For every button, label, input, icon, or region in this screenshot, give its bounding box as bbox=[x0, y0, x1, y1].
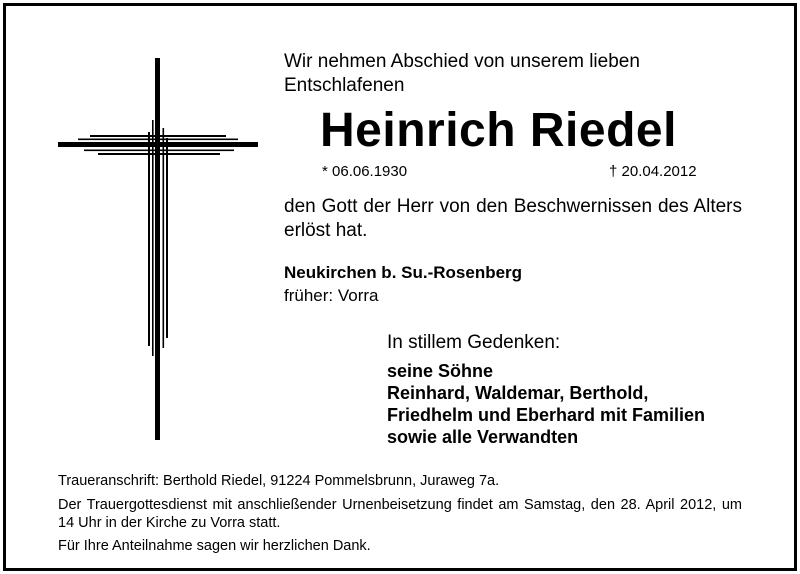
mourning-address: Traueranschrift: Berthold Riedel, 91224 Pommelsbrunn, Juraweg 7a. bbox=[58, 473, 500, 489]
residence-place: Neukirchen b. Su.-Rosenberg bbox=[284, 263, 523, 282]
mourners-line: seine Söhne bbox=[387, 361, 494, 381]
mourners-list bbox=[387, 360, 705, 448]
memory-heading: In stillem Gedenken: bbox=[387, 332, 561, 353]
service-info: Der Trauergottesdienst mit anschließender Urnenbeisetzung findet am Samstag, den 28. April 2012, um 14 Uhr in der Kirche zu Vorra statt. bbox=[58, 497, 742, 531]
birth-date: * 06.06.1930 bbox=[322, 163, 408, 180]
former-residence: früher: Vorra bbox=[284, 286, 379, 305]
mourners-line: Reinhard, Waldemar, Berthold, bbox=[387, 383, 649, 403]
mourners-line: sowie alle Verwandten bbox=[387, 427, 579, 447]
intro-text: Wir nehmen Abschied von unserem lieben Entschlafenen bbox=[284, 51, 640, 96]
deceased-name: Heinrich Riedel bbox=[320, 104, 677, 157]
released-text: den Gott der Herr von den Beschwernissen des Alters erlöst hat. bbox=[284, 196, 742, 241]
cross-icon bbox=[58, 58, 258, 440]
death-date: † 20.04.2012 bbox=[609, 163, 697, 180]
mourners-line: Friedhelm und Eberhard mit Familien bbox=[387, 405, 706, 425]
thanks-text: Für Ihre Anteilnahme sagen wir herzlichen Dank. bbox=[58, 538, 371, 554]
